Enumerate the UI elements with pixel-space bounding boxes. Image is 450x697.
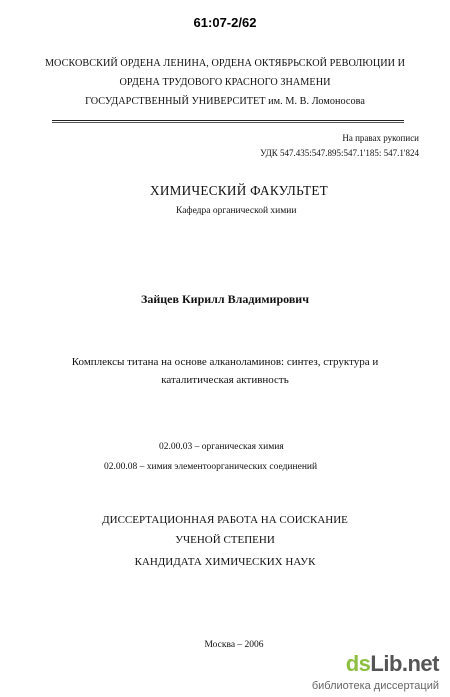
chair-name: Кафедра органической химии bbox=[176, 206, 297, 216]
work-title-line-2: каталитическая активность bbox=[161, 374, 289, 386]
dissertation-line-2: УЧЕНОЙ СТЕПЕНИ bbox=[175, 534, 275, 546]
institution-line-2: ОРДЕНА ТРУДОВОГО КРАСНОГО ЗНАМЕНИ bbox=[119, 77, 331, 88]
dslib-logo-prefix: ds bbox=[345, 651, 371, 676]
speciality-line-1: 02.00.03 – органическая химия bbox=[159, 442, 284, 452]
udc-code: УДК 547.435:547.895:547.1'185: 547.1'824 bbox=[260, 148, 419, 158]
dslib-logo-suffix: Lib.net bbox=[370, 651, 439, 676]
manuscript-rights-note: На правах рукописи bbox=[342, 133, 419, 143]
header-rule-bottom bbox=[52, 122, 404, 123]
dissertation-line-1: ДИССЕРТАЦИОННАЯ РАБОТА НА СОИСКАНИЕ bbox=[102, 514, 348, 526]
institution-line-3: ГОСУДАРСТВЕННЫЙ УНИВЕРСИТЕТ им. М. В. Ломоносова bbox=[85, 96, 365, 107]
speciality-line-2: 02.00.08 – химия элементоорганических соединений bbox=[104, 462, 318, 472]
dslib-logo bbox=[346, 651, 439, 677]
place-year: Москва – 2006 bbox=[204, 640, 264, 650]
registry-code: 61:07-2/62 bbox=[193, 15, 257, 30]
institution-line-1: МОСКОВСКИЙ ОРДЕНА ЛЕНИНА, ОРДЕНА ОКТЯБРЬСКОЙ РЕВОЛЮЦИИ И bbox=[44, 58, 406, 69]
dissertation-line-3: КАНДИДАТА ХИМИЧЕСКИХ НАУК bbox=[134, 556, 316, 568]
dslib-subtitle: библиотека диссертаций bbox=[311, 680, 439, 692]
author-name: Зайцев Кирилл Владимирович bbox=[141, 292, 309, 306]
work-title-line-1: Комплексы титана на основе алканоламинов: синтез, структура и bbox=[71, 356, 379, 368]
faculty-name: ХИМИЧЕСКИЙ ФАКУЛЬТЕТ bbox=[150, 183, 329, 198]
header-rule-top bbox=[52, 120, 404, 121]
